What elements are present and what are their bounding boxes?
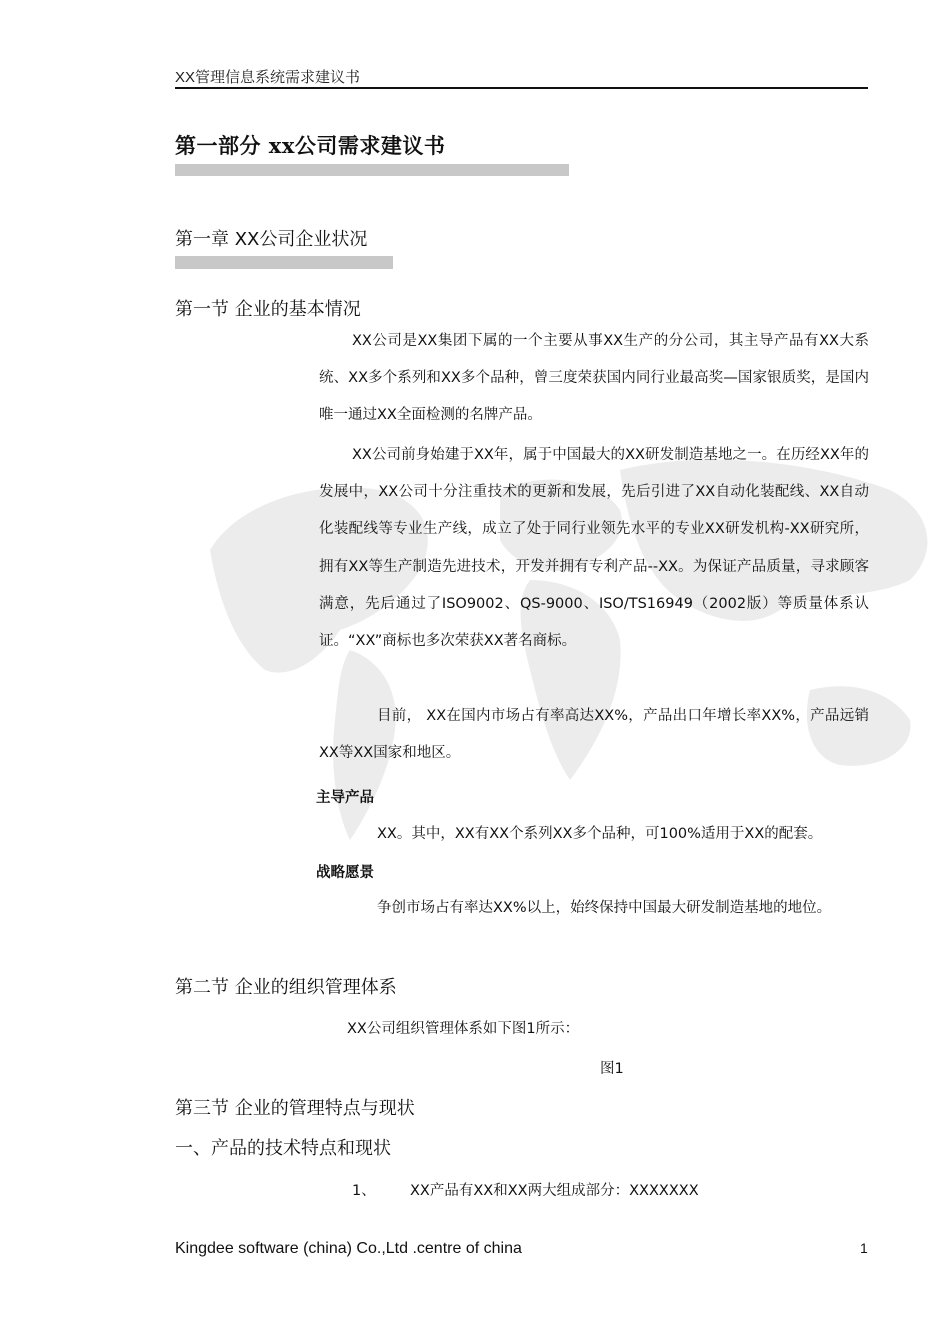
subheading-strategic-vision: 战略愿景 [316,865,374,881]
footer-company: Kingdee software (china) Co.,Ltd .centre of china [175,1240,522,1257]
figure-caption: 图1 [600,1061,624,1077]
paragraph-2: XX公司前身始建于XX年，属于中国最大的XX研发制造基地之一。在历经XX年的发展中，XX公司十分注重技术的更新和发展，先后引进了XX自动化装配线、XX自动化装配线等专业生产线，成立了处于同行业领先水平的专业XX研发机构-XX研究所，拥有XX等生产制造先进技术，开发并拥有专利产品--XX。为保证产品质量，寻求顾客满意，先后通过了ISO9002、QS-9000、ISO/TS16949（2002版）等质量体系认证。“XX”商标也多次荣获XX著名商标。 [319,447,869,650]
chapter-title: 第一章 XX公司企业状况 [175,229,368,250]
chapter-title-underbar [175,256,393,269]
part-title: 第一部分 xx公司需求建议书 [175,133,446,158]
header-rule [175,87,868,89]
section-1-title: 第一节 企业的基本情况 [175,299,361,320]
section-3-subtitle: 一、产品的技术特点和现状 [175,1138,391,1159]
list-item-number: 1、 [352,1183,376,1199]
section-2-title: 第二节 企业的组织管理体系 [175,977,397,998]
part-title-underbar [175,164,569,176]
paragraph-3: 目前， XX在国内市场占有率高达XX%，产品出口年增长率XX%，产品远销XX等XX国家和地区。 [319,708,869,762]
running-header: XX管理信息系统需求建议书 [175,69,361,86]
org-system-text: XX公司组织管理体系如下图1所示： [347,1021,580,1037]
subheading-main-products: 主导产品 [316,790,374,806]
page-number: 1 [860,1240,868,1256]
list-item-text: XX产品有XX和XX两大组成部分：XXXXXXX [410,1183,699,1199]
section-3-title: 第三节 企业的管理特点与现状 [175,1098,415,1119]
main-products-text: XX。其中，XX有XX个系列XX多个品种，可100%适用于XX的配套。 [377,826,823,842]
paragraph-1: XX公司是XX集团下属的一个主要从事XX生产的分公司，其主导产品有XX大系统、XX多个系列和XX多个品种，曾三度荣获国内同行业最高奖—国家银质奖，是国内唯一通过XX全面检测的名牌产品。 [319,333,869,424]
strategic-vision-text: 争创市场占有率达XX%以上，始终保持中国最大研发制造基地的地位。 [377,900,832,916]
